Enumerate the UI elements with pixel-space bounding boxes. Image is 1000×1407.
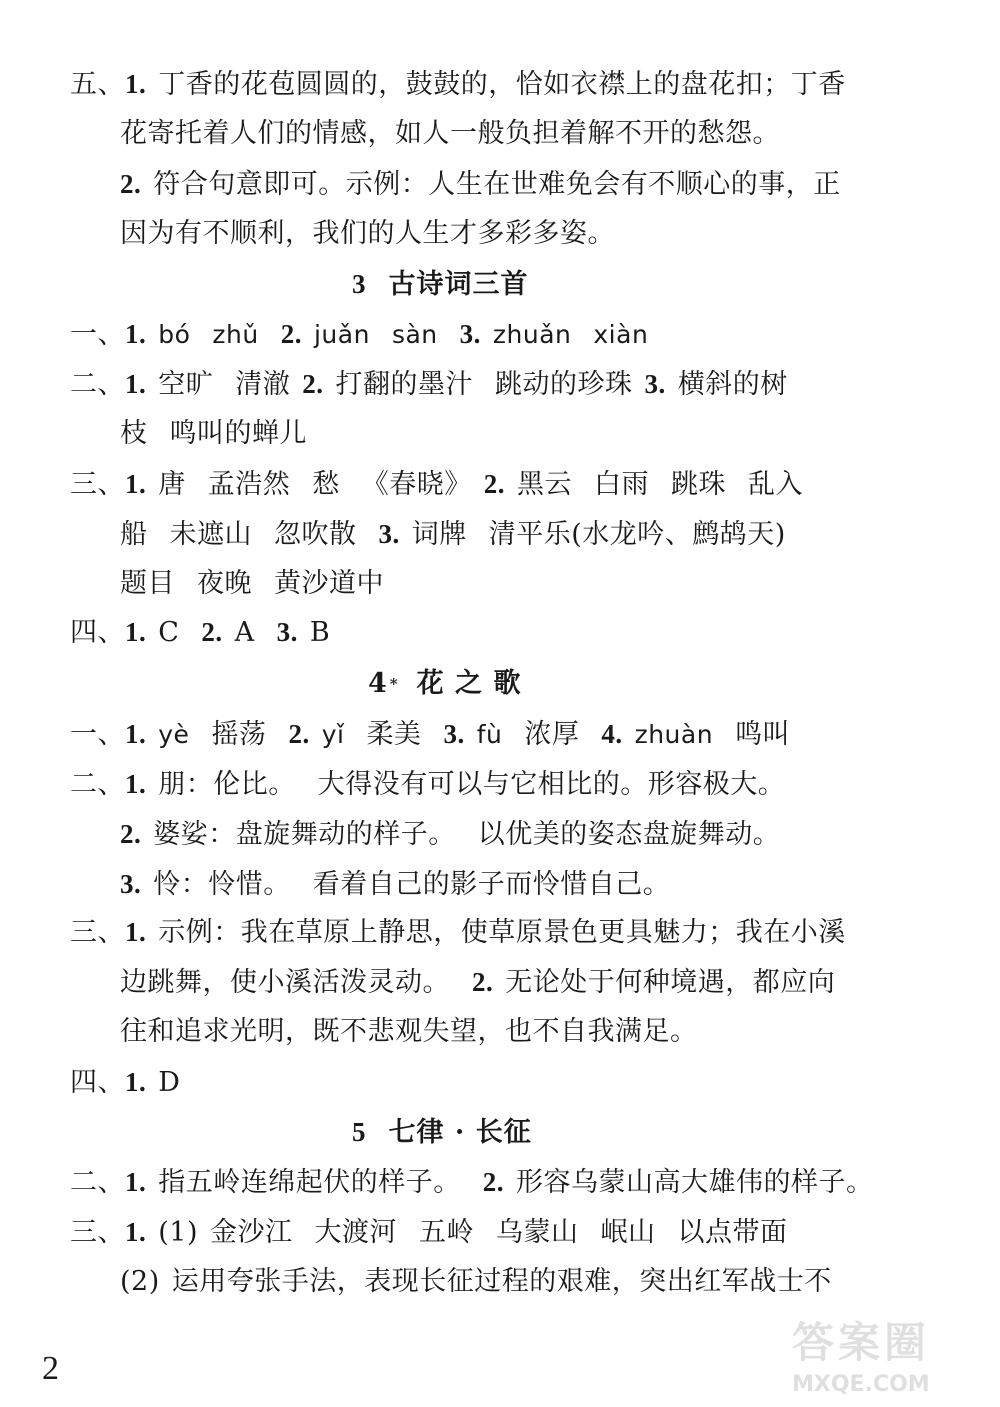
question-label: 四、	[70, 617, 125, 648]
page-number: 2	[42, 1350, 59, 1387]
answer-text: 摇荡	[211, 719, 267, 750]
answer-line	[70, 466, 803, 503]
question-label: 一、	[70, 719, 125, 750]
answer-text: 因为有不顺利，我们的人生才多彩多姿。	[120, 218, 615, 249]
lesson-heading	[352, 266, 529, 303]
answer-text: 大渡河	[314, 1217, 397, 1248]
lesson-title: 花 之 歌	[416, 668, 522, 699]
answer-text: 《春晓》	[361, 469, 472, 500]
answer-text: 以点带面	[677, 1217, 788, 1248]
answer-line	[120, 816, 780, 853]
answer-line	[70, 316, 648, 353]
answer-number: 1.	[125, 1067, 147, 1097]
answer-number: 2.	[120, 819, 142, 849]
question-label: 五、	[70, 69, 125, 100]
answer-number: 2.	[472, 967, 494, 997]
answer-text: 船	[120, 519, 148, 550]
answer-text: 清澈	[235, 369, 291, 400]
answer-text: 花寄托着人们的情感，如人一般负担着解不开的愁怨。	[120, 118, 780, 149]
answer-text: 忽吹散	[274, 519, 357, 550]
pinyin: zhuǎn	[492, 320, 572, 349]
answer-number: 1.	[125, 617, 147, 647]
answer-line	[120, 1014, 698, 1050]
question-label: 二、	[70, 769, 125, 800]
answer-line	[70, 914, 846, 951]
answer-text: 唐	[158, 469, 186, 500]
answer-text: 题目	[120, 568, 175, 599]
answer-line	[120, 566, 384, 602]
question-label: 四、	[70, 1067, 125, 1098]
answer-text: 无论处于何种境遇，都应向	[505, 967, 836, 998]
answer-line	[120, 166, 841, 203]
answer-number: 2.	[120, 169, 142, 199]
lesson-number: 5	[352, 1117, 367, 1147]
answer-line	[70, 766, 785, 803]
answer-number: 4.	[601, 719, 623, 749]
answer-text: 黑云	[517, 469, 572, 500]
pinyin: yè	[158, 720, 190, 749]
answer-line	[70, 366, 788, 403]
answer-choice: B	[309, 617, 331, 648]
answer-text: 清平乐(水龙吟、鹧鸪天)	[488, 519, 786, 550]
answer-text: 乌蒙山	[496, 1217, 579, 1248]
answer-line	[120, 516, 786, 553]
answer-text: 怜：怜惜。	[153, 869, 291, 900]
answer-text: 浓厚	[524, 719, 580, 750]
answer-line	[120, 964, 835, 1001]
answer-text: 柔美	[366, 719, 422, 750]
answer-text: 婆娑：盘旋舞动的样子。	[153, 819, 456, 850]
answer-text: 大得没有可以与它相比的。形容极大。	[317, 769, 786, 800]
answer-subnumber: (1)	[158, 1217, 198, 1248]
answer-number: 3.	[120, 869, 142, 899]
answer-text: 金沙江	[210, 1217, 293, 1248]
answer-choice: A	[234, 617, 255, 648]
answer-number: 2.	[280, 319, 302, 349]
lesson-heading	[368, 666, 521, 702]
answer-text: 符合句意即可。示例：人生在世难免会有不顺心的事，正	[153, 169, 841, 200]
answer-line	[70, 716, 790, 753]
pinyin: fù	[476, 720, 503, 749]
answer-line	[70, 1214, 788, 1251]
answer-line	[70, 66, 846, 103]
pinyin: zhuàn	[634, 720, 714, 749]
answer-line	[120, 416, 307, 452]
question-label: 一、	[70, 319, 125, 350]
answer-text: 乱入	[748, 469, 803, 500]
answer-text: 看着自己的影子而怜惜自己。	[312, 869, 671, 900]
answer-text: 孟浩然	[207, 469, 291, 500]
answer-number: 2.	[288, 719, 310, 749]
answer-line	[120, 116, 780, 152]
answer-text: 往和追求光明，既不悲观失望，也不自我满足。	[120, 1016, 698, 1047]
answer-number: 1.	[125, 1217, 147, 1247]
answer-text: 指五岭连绵起伏的样子。	[158, 1167, 461, 1198]
answer-text: 鸣叫的蝉儿	[169, 418, 307, 449]
answer-text: 白雨	[594, 469, 649, 500]
answer-number: 3.	[378, 519, 400, 549]
answer-line	[120, 866, 670, 903]
lesson-title: 古诗词三首	[388, 269, 529, 300]
question-label: 三、	[70, 917, 125, 948]
watermark-url: MXQE.COM	[792, 1372, 930, 1397]
answer-text: 词牌	[411, 519, 467, 550]
answer-number: 1.	[125, 1167, 147, 1197]
answer-text: 运用夸张手法，表现长征过程的艰难，突出红军战士不	[171, 1266, 832, 1297]
lesson-number: 3	[352, 269, 367, 299]
lesson-title: 七律 · 长征	[388, 1117, 532, 1148]
answer-text: 空旷	[158, 369, 214, 400]
answer-line	[70, 1064, 180, 1101]
answer-line	[120, 1264, 832, 1300]
answer-number: 2.	[302, 369, 324, 399]
question-label: 二、	[70, 369, 125, 400]
answer-text: 以优美的姿态盘旋舞动。	[477, 819, 781, 850]
pinyin: juǎn	[313, 320, 370, 349]
answer-number: 1.	[125, 719, 147, 749]
answer-text: 黄沙道中	[274, 568, 384, 599]
answer-number: 3.	[276, 617, 298, 647]
question-label: 三、	[70, 469, 125, 500]
pinyin: zhǔ	[212, 320, 259, 349]
pinyin: bó	[158, 320, 191, 349]
answer-text: 枝	[120, 418, 148, 449]
answer-subnumber: (2)	[120, 1266, 160, 1297]
answer-number: 3.	[443, 719, 465, 749]
watermark-title: 答案圈	[792, 1318, 931, 1367]
answer-text: 打翻的墨汁	[335, 369, 473, 400]
answer-text: 示例：我在草原上静思，使草原景色更具魅力；我在小溪	[158, 917, 846, 948]
answer-number: 1.	[125, 769, 147, 799]
answer-text: 跳动的珍珠	[495, 369, 633, 400]
lesson-number: 4	[368, 668, 388, 699]
answer-text: 形容乌蒙山高大雄伟的样子。	[516, 1167, 874, 1198]
answer-number: 2.	[482, 1167, 504, 1197]
answer-text: 鸣叫	[735, 719, 791, 750]
answer-number: 3.	[644, 369, 666, 399]
answer-number: 1.	[125, 469, 147, 499]
lesson-heading	[352, 1114, 532, 1151]
answer-number: 1.	[125, 369, 147, 399]
answer-text: 跳珠	[671, 469, 726, 500]
answer-number: 3.	[459, 319, 481, 349]
answer-text: 夜晚	[197, 568, 252, 599]
question-label: 二、	[70, 1167, 125, 1198]
pinyin: xiàn	[593, 320, 649, 349]
answer-text: 愁	[312, 469, 340, 500]
answer-text: 岷山	[600, 1217, 656, 1248]
answer-text: 五岭	[419, 1217, 474, 1248]
answer-line	[120, 216, 615, 252]
answer-choice: D	[158, 1067, 181, 1098]
answer-text: 未遮山	[169, 519, 252, 550]
pinyin: yǐ	[321, 720, 345, 749]
answer-line	[70, 1164, 874, 1201]
answer-text: 边跳舞，使小溪活泼灵动。	[120, 967, 450, 998]
answer-line	[70, 614, 330, 651]
watermark-logo	[792, 1310, 992, 1402]
answer-choice: C	[158, 617, 180, 648]
answer-text: 横斜的树	[677, 369, 788, 400]
answer-text: 丁香的花苞圆圆的，鼓鼓的，恰如衣襟上的盘花扣；丁香	[158, 69, 846, 100]
answer-number: 1.	[125, 319, 147, 349]
question-label: 三、	[70, 1217, 125, 1248]
answer-number: 2.	[483, 469, 505, 499]
optional-mark: *	[389, 675, 399, 693]
answer-number: 1.	[125, 917, 147, 947]
answer-number: 1.	[125, 69, 147, 99]
answer-text: 朋：伦比。	[158, 769, 296, 800]
pinyin: sàn	[391, 320, 438, 349]
answer-number: 2.	[201, 617, 223, 647]
